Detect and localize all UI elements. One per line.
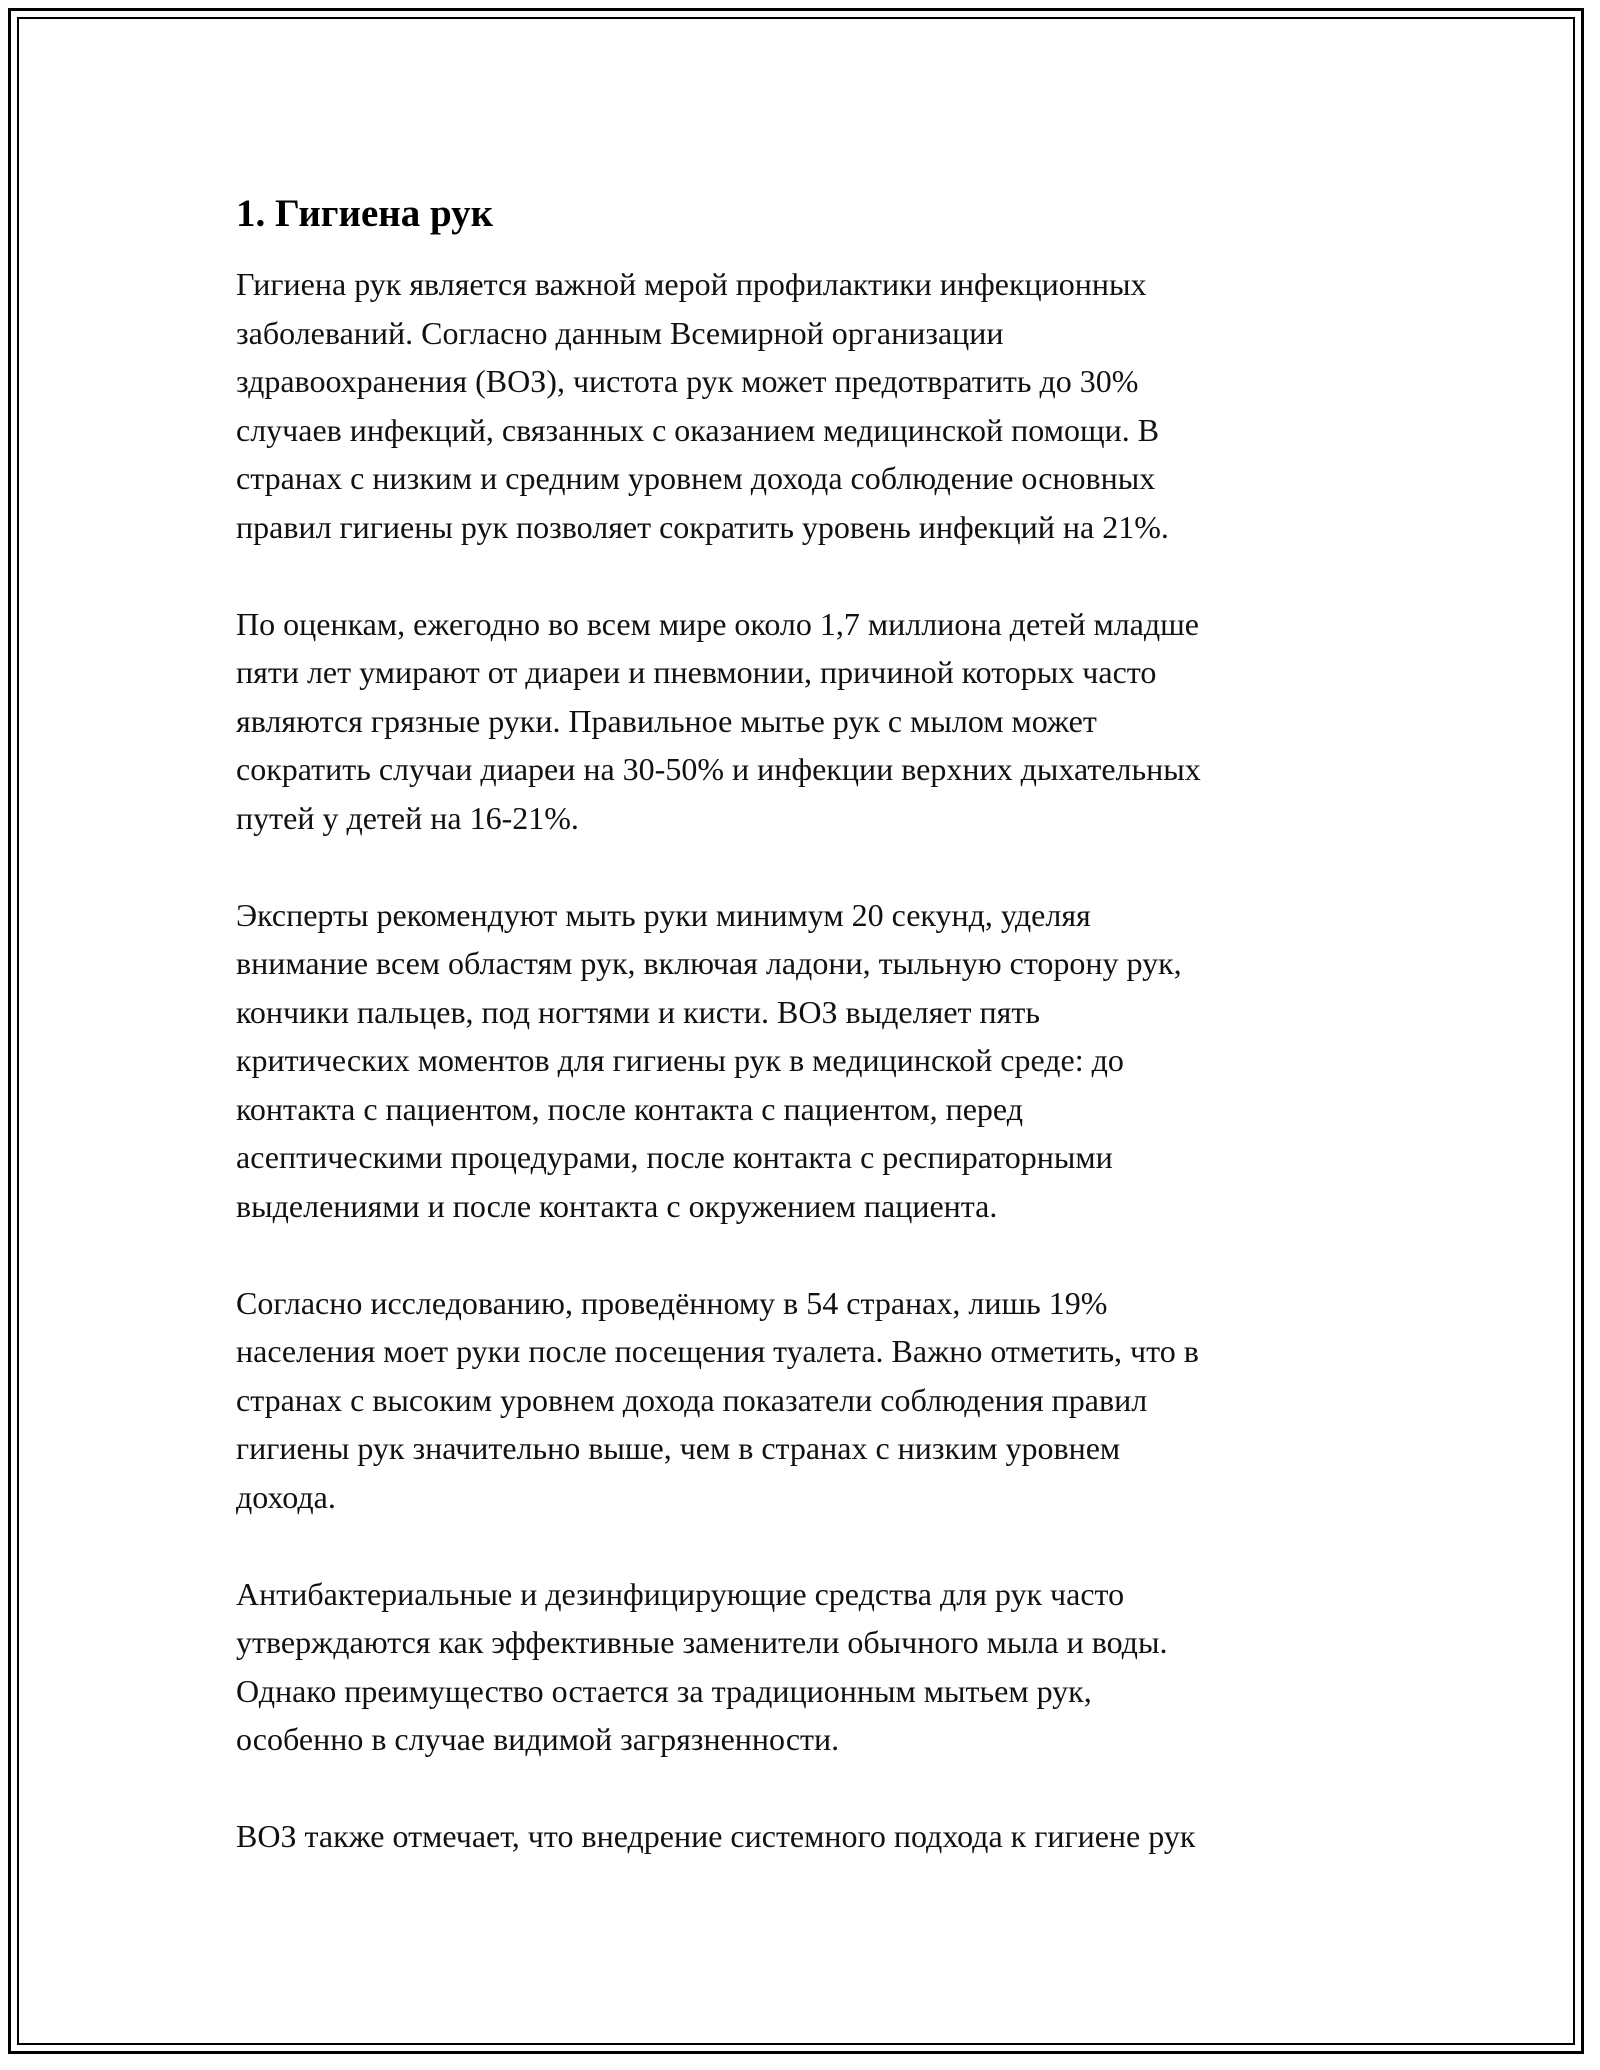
text-line: правил гигиены рук позволяет сократить уровень инфекций на 21%.: [236, 508, 1169, 545]
text-line: Согласно исследованию, проведённому в 54 странах, лишь 19%: [236, 1284, 1108, 1321]
text-line: внимание всем областям рук, включая ладони, тыльную сторону рук,: [236, 945, 1182, 981]
text-line: ВОЗ также отмечает, что внедрение системного подхода к гигиене рук: [236, 1818, 1196, 1854]
text-line: случаев инфекций, связанных с оказанием медицинской помощи. В: [236, 411, 1160, 448]
text-line: утверждаются как эффективные заменители обычного мыла и воды.: [236, 1624, 1168, 1660]
text-line: По оценкам, ежегодно во всем мире около 1,7 миллиона детей младше: [236, 605, 1199, 642]
text-line: кончики пальцев, под ногтями и кисти. ВОЗ выделяет пять: [236, 993, 1040, 1030]
text-line: здравоохранения (ВОЗ), чистота рук может предотвратить до 30%: [236, 363, 1139, 399]
document-body: [236, 190, 1366, 1909]
text-line: сократить случаи диареи на 30-50% и инфекции верхних дыхательных: [236, 751, 1201, 787]
text-line: населения моет руки после посещения туалета. Важно отметить, что в: [236, 1333, 1199, 1369]
text-line: заболеваний. Согласно данным Всемирной организации: [236, 314, 1004, 351]
text-line: асептическими процедурами, после контакта с респираторными: [236, 1139, 1113, 1175]
paragraph-hand-hygiene-importance: [236, 260, 1366, 551]
text-line: Однако преимущество остается за традиционным мытьем рук,: [236, 1672, 1092, 1709]
text-line: пяти лет умирают от диареи и пневмонии, причиной которых часто: [236, 654, 1157, 690]
text-line: дохода.: [236, 1478, 336, 1515]
text-line: являются грязные руки. Правильное мытье рук с мылом может: [236, 702, 1097, 739]
text-line: Эксперты рекомендуют мыть руки минимум 20 секунд, уделяя: [236, 896, 1091, 933]
paragraph-who-systemic-approach: [236, 1812, 1366, 1861]
paragraph-antibacterial-agents: [236, 1570, 1366, 1764]
text-line: Гигиена рук является важной мерой профилактики инфекционных: [236, 266, 1147, 302]
paragraph-54-countries-study: [236, 1279, 1366, 1522]
text-line: Антибактериальные и дезинфицирующие средства для рук часто: [236, 1575, 1125, 1612]
text-line: гигиены рук значительно выше, чем в странах с низким уровнем: [236, 1430, 1121, 1466]
text-line: путей у детей на 16-21%.: [236, 799, 579, 836]
paragraph-child-mortality: [236, 600, 1366, 843]
section-title: 1. Гигиена рук: [236, 192, 494, 235]
text-line: критических моментов для гигиены рук в медицинской среде: до: [236, 1042, 1124, 1078]
text-line: выделениями и после контакта с окружением пациента.: [236, 1187, 998, 1224]
text-line: особенно в случае видимой загрязненности.: [236, 1721, 840, 1757]
text-line: странах с низким и средним уровнем дохода соблюдение основных: [236, 460, 1156, 496]
text-line: странах с высоким уровнем дохода показатели соблюдения правил: [236, 1381, 1148, 1418]
text-line: контакта с пациентом, после контакта с пациентом, перед: [236, 1090, 1023, 1127]
paragraph-expert-recommendations: [236, 891, 1366, 1231]
